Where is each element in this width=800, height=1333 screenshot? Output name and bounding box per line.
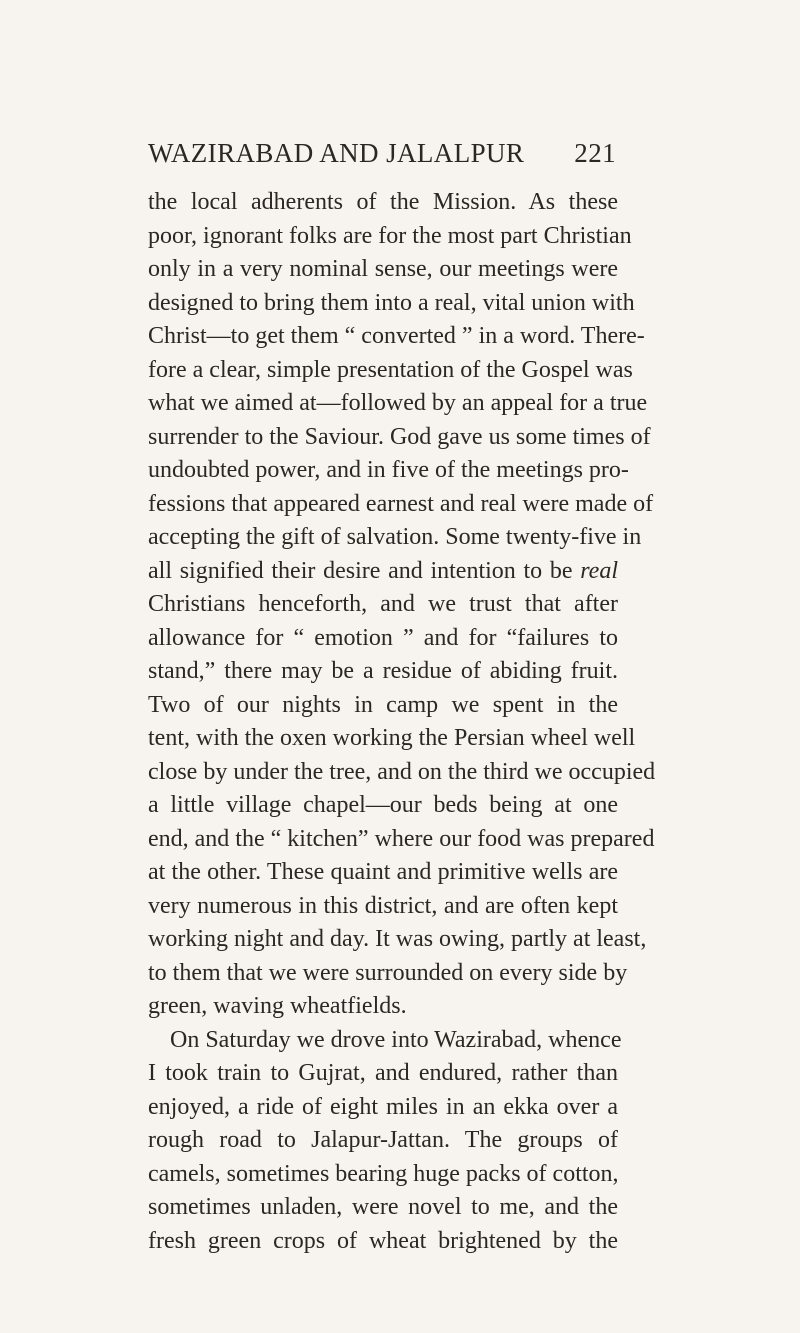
text-line: enjoyed, a ride of eight miles in an ekka over a — [148, 1093, 618, 1120]
text-line: surrender to the Saviour. God gave us some times of — [148, 423, 651, 450]
line-text: all signified their desire and intention to be — [148, 557, 581, 584]
running-head: WAZIRABAD AND JALALPUR — [148, 138, 525, 168]
page-header — [148, 138, 616, 174]
text-line — [148, 555, 618, 589]
text-line: close by under the tree, and on the third we occupied — [148, 758, 656, 785]
text-line: designed to bring them into a real, vital union with — [148, 289, 635, 316]
body-text — [148, 186, 656, 1258]
text-line: rough road to Jalapur-Jattan. The groups of — [148, 1127, 618, 1153]
text-line: allowance for “ emotion ” and for “failures to — [148, 624, 618, 651]
text-line: accepting the gift of salvation. Some twenty-five in — [148, 524, 642, 550]
text-line: fessions that appeared earnest and real were made of — [148, 490, 654, 517]
text-line: a little village chapel—our beds being at one — [148, 792, 618, 818]
text-line: stand,” there may be a residue of abiding fruit. — [148, 658, 618, 684]
text-line: fresh green crops of wheat brightened by the — [148, 1227, 618, 1254]
text-line: the local adherents of the Mission. As these — [148, 189, 618, 215]
page-number: 221 — [574, 138, 616, 168]
text-line: undoubted power, and in five of the meetings pro- — [148, 457, 629, 483]
text-line: green, waving wheatfields. — [148, 993, 407, 1019]
text-line: tent, with the oxen working the Persian wheel well — [148, 725, 636, 751]
text-line: Christians henceforth, and we trust that after — [148, 591, 618, 617]
text-line: camels, sometimes bearing huge packs of cotton, — [148, 1160, 619, 1187]
text-line: to them that we were surrounded on every side by — [148, 959, 628, 986]
text-line: On Saturday we drove into Wazirabad, whence — [170, 1026, 622, 1053]
text-line: end, and the “ kitchen” where our food was prepared — [148, 825, 655, 852]
text-line: I took train to Gujrat, and endured, rather than — [148, 1060, 618, 1086]
text-line: poor, ignorant folks are for the most part Christian — [148, 222, 632, 249]
text-line: what we aimed at—followed by an appeal for a true — [148, 390, 648, 416]
text-line: fore a clear, simple presentation of the Gospel was — [148, 356, 633, 383]
emphasis-real: real — [580, 557, 618, 584]
text-line: very numerous in this district, and are often kept — [148, 892, 618, 919]
text-line: sometimes unladen, were novel to me, and the — [148, 1194, 618, 1220]
text-line: working night and day. It was owing, partly at least, — [148, 926, 647, 952]
text-line: Christ—to get them “ converted ” in a word. There- — [148, 323, 645, 349]
text-line: only in a very nominal sense, our meetings were — [148, 256, 618, 282]
text-line: Two of our nights in camp we spent in the — [148, 691, 618, 718]
text-line: at the other. These quaint and primitive wells are — [148, 859, 618, 885]
